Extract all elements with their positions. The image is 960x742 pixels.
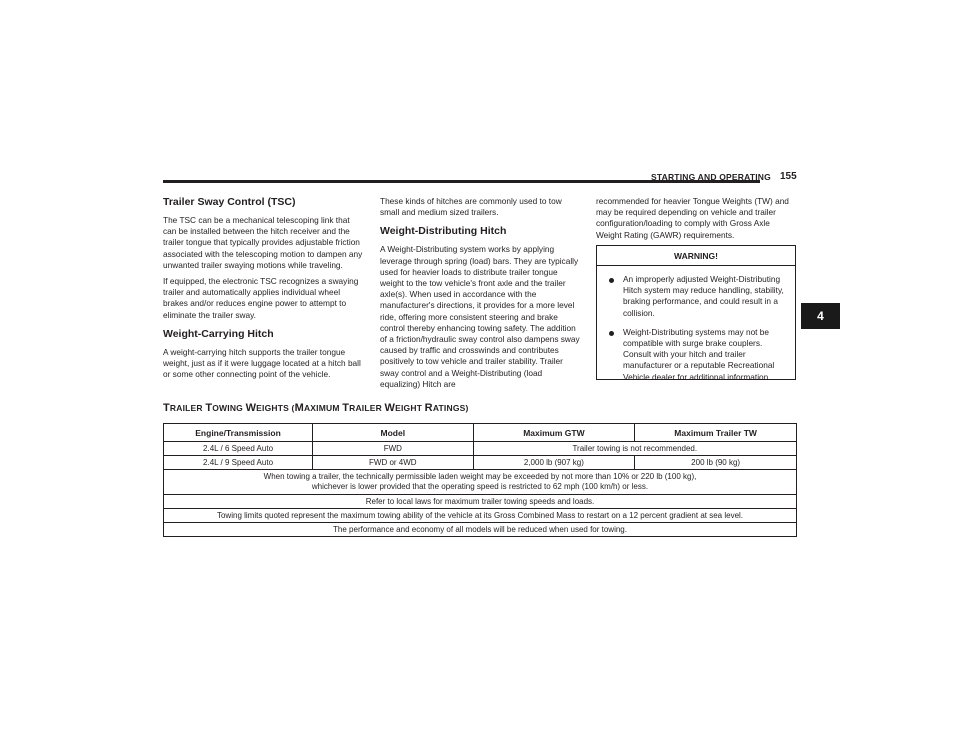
heading-weight-distributing-hitch: Weight-Distributing Hitch: [380, 225, 507, 238]
warning-list: [597, 266, 795, 383]
column-header: Maximum Trailer TW: [635, 424, 797, 442]
table-note: Refer to local laws for maximum trailer towing speeds and loads.: [164, 495, 797, 509]
warning-text: An improperly adjusted Weight-Distributing Hitch system may reduce handling, stability, braking performance, and could result in a collision.: [623, 274, 784, 318]
table-note: Towing limits quoted represent the maximum towing ability of the vehicle at its Gross Combined Mass to restart on a 12 percent gradient at sea level.: [164, 509, 797, 523]
section-header: STARTING AND OPERATING: [651, 172, 771, 182]
column-header: Engine/Transmission: [164, 424, 313, 442]
table-cell: FWD or 4WD: [313, 456, 474, 470]
page-number: 155: [780, 171, 797, 182]
note-line: whichever is lower provided that the operating speed is restricted to 62 mph (100 km/h) or less.: [311, 482, 649, 491]
warning-item: [609, 327, 787, 383]
table-row: [164, 442, 797, 456]
section-title: TRAILER TOWING WEIGHTS (MAXIMUM TRAILER WEIGHT RATINGS): [163, 402, 469, 414]
column-3: [596, 196, 796, 246]
chapter-tab: 4: [801, 303, 840, 329]
warning-box: [596, 245, 796, 380]
paragraph: recommended for heavier Tongue Weights (TW) and may be required depending on vehicle and trailer configuration/loading to comply with Gross Axle Weight Rating (GAWR) requirements.: [596, 196, 789, 240]
paragraph: A weight-carrying hitch supports the trailer tongue weight, just as if it were luggage located at a hitch ball or some other connecting point of the vehicle.: [163, 346, 361, 380]
table-note: The performance and economy of all models will be reduced when used for towing.: [164, 523, 797, 537]
table-row: [164, 509, 797, 523]
warning-item: [609, 274, 787, 319]
table-cell: Trailer towing is not recommended.: [473, 442, 796, 456]
table-row: [164, 523, 797, 537]
table-cell: 2.4L / 9 Speed Auto: [164, 456, 313, 470]
warning-title: WARNING!: [597, 246, 795, 266]
table-cell: 2,000 lb (907 kg): [473, 456, 635, 470]
column-2: [380, 196, 580, 395]
heading-trailer-sway-control: Trailer Sway Control (TSC): [163, 196, 296, 208]
bullet-icon: [609, 278, 614, 283]
paragraph: These kinds of hitches are commonly used to tow small and medium sized trailers.: [380, 196, 562, 218]
table-cell: 200 lb (90 kg): [635, 456, 797, 470]
table-row: [164, 495, 797, 509]
table-row: [164, 470, 797, 495]
column-1: [163, 196, 365, 385]
table-cell: FWD: [313, 442, 474, 456]
bullet-icon: [609, 331, 614, 336]
note-line: When towing a trailer, the technically permissible laden weight may be exceeded by not more than 10% or 220 lb (100 kg),: [263, 472, 697, 481]
warning-text: Weight-Distributing systems may not be compatible with surge brake couplers. Consult with your hitch and trailer manufacturer or a reputable Recreational Vehicle dealer for additional information.: [623, 326, 775, 382]
table-row: [164, 456, 797, 470]
towing-weights-table: [163, 423, 797, 537]
column-header: Model: [313, 424, 474, 442]
paragraph: The TSC can be a mechanical telescoping link that can be installed between the hitch receiver and the trailer tongue that typically provides adjustable friction associated with the telescoping motion to dampen any unwanted trailer swaying motions while traveling.: [163, 215, 363, 270]
paragraph: A Weight-Distributing system works by applying leverage through spring (load) bars. They are typically used for heavier loads to distribute trailer tongue weight to the tow vehicle's front axle and the trailer axle(s). When used in accordance with the manufacturer's directions, it provides for a more level ride, offering more consistent steering and brake control thereby enhancing towing safety. The addition of a friction/hydraulic sway control also dampens sway caused by traffic and crosswinds and contributes positively to tow vehicle and trailer stability. Trailer sway control and a Weight-Distributing (load equalizing) Hitch are: [380, 244, 580, 389]
paragraph: If equipped, the electronic TSC recognizes a swaying trailer and automatically applies individual wheel brakes and/or reduces engine power to attempt to eliminate the trailer sway.: [163, 276, 359, 320]
table-note: [164, 470, 797, 495]
table-cell: 2.4L / 6 Speed Auto: [164, 442, 313, 456]
column-header: Maximum GTW: [473, 424, 635, 442]
table-header-row: [164, 424, 797, 442]
heading-weight-carrying-hitch: Weight-Carrying Hitch: [163, 327, 274, 340]
